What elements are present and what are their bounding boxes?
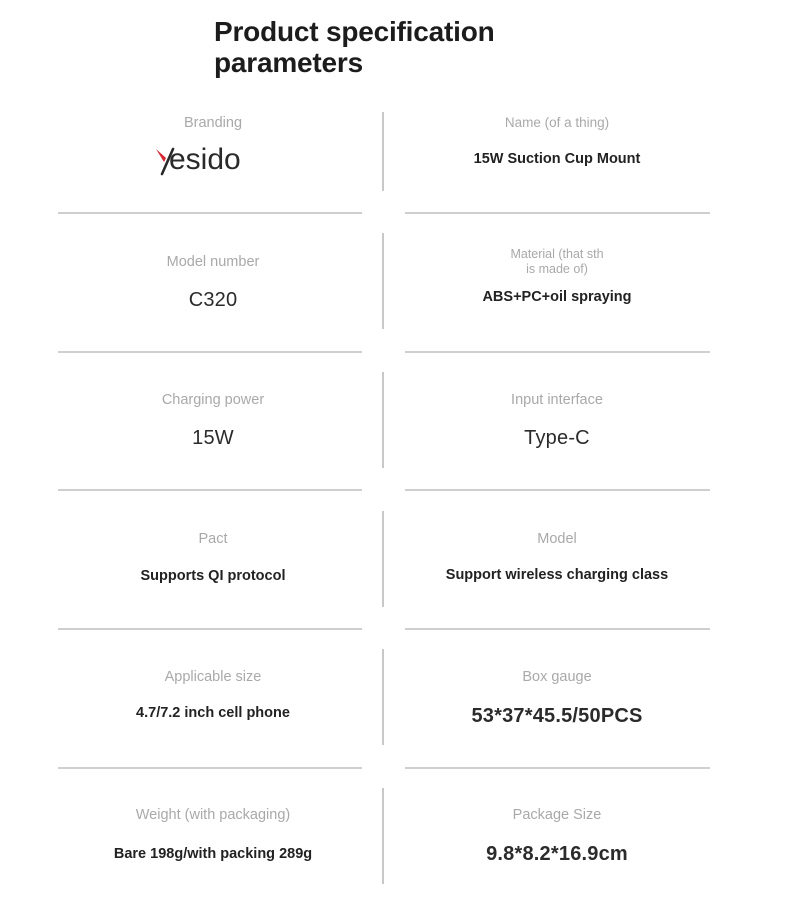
spec-package-size: [405, 788, 709, 884]
row-divider: [58, 767, 362, 769]
page-title: [214, 16, 495, 78]
spec-label: Model number: [166, 254, 260, 270]
row-divider: [405, 351, 710, 353]
spec-label: Box gauge: [522, 669, 592, 685]
spec-label: Pact: [198, 531, 228, 547]
svg-text:esido: esido: [169, 143, 241, 176]
column-divider: [382, 112, 384, 191]
spec-value: 15W Suction Cup Mount: [473, 151, 641, 167]
spec-value: ABS+PC+oil spraying: [482, 289, 632, 305]
spec-input-interface: [405, 372, 709, 468]
spec-applicable-size: [61, 649, 365, 745]
row-divider: [58, 628, 362, 630]
row-divider: [405, 767, 710, 769]
row-divider: [405, 212, 710, 214]
spec-name: [405, 112, 709, 192]
column-divider: [382, 233, 384, 329]
spec-label-line-2: is made of): [526, 262, 588, 276]
spec-label: Input interface: [511, 392, 603, 408]
spec-value: 4.7/7.2 inch cell phone: [136, 705, 290, 721]
spec-label: Charging power: [161, 392, 265, 408]
column-divider: [382, 372, 384, 468]
row-divider: [58, 351, 362, 353]
spec-value: Supports QI protocol: [140, 568, 286, 584]
row-divider: [58, 489, 362, 491]
spec-label: Branding: [183, 115, 243, 131]
spec-value: 15W: [192, 427, 234, 449]
spec-weight: [61, 788, 365, 884]
spec-charging-power: [61, 372, 365, 468]
spec-label: Model: [537, 531, 577, 547]
row-divider: [58, 212, 362, 214]
spec-branding: [61, 112, 365, 192]
spec-material: [405, 233, 709, 329]
column-divider: [382, 649, 384, 745]
column-divider: [382, 788, 384, 884]
yesido-logo: [61, 142, 365, 176]
spec-label: Name (of a thing): [504, 115, 610, 130]
row-divider: [405, 628, 710, 630]
spec-model: [405, 511, 709, 607]
title-line-1: Product specification: [214, 16, 495, 47]
spec-value: C320: [188, 289, 238, 311]
spec-value: Support wireless charging class: [445, 567, 669, 583]
spec-label-line-1: Material (that sth: [510, 247, 604, 261]
spec-model-number: [61, 233, 365, 329]
brand-logo-icon: [153, 142, 273, 176]
column-divider: [382, 511, 384, 607]
spec-label: [405, 247, 709, 277]
row-divider: [405, 489, 710, 491]
spec-pact: [61, 511, 365, 607]
spec-label: Package Size: [512, 807, 602, 823]
spec-value: Type-C: [524, 427, 590, 449]
spec-value: 53*37*45.5/50PCS: [471, 705, 643, 727]
spec-box-gauge: [405, 649, 709, 745]
spec-label: Weight (with packaging): [135, 807, 291, 823]
title-line-2: parameters: [214, 47, 363, 78]
spec-label: Applicable size: [164, 669, 262, 685]
spec-value: Bare 198g/with packing 289g: [113, 846, 313, 862]
spec-value: 9.8*8.2*16.9cm: [486, 843, 628, 865]
